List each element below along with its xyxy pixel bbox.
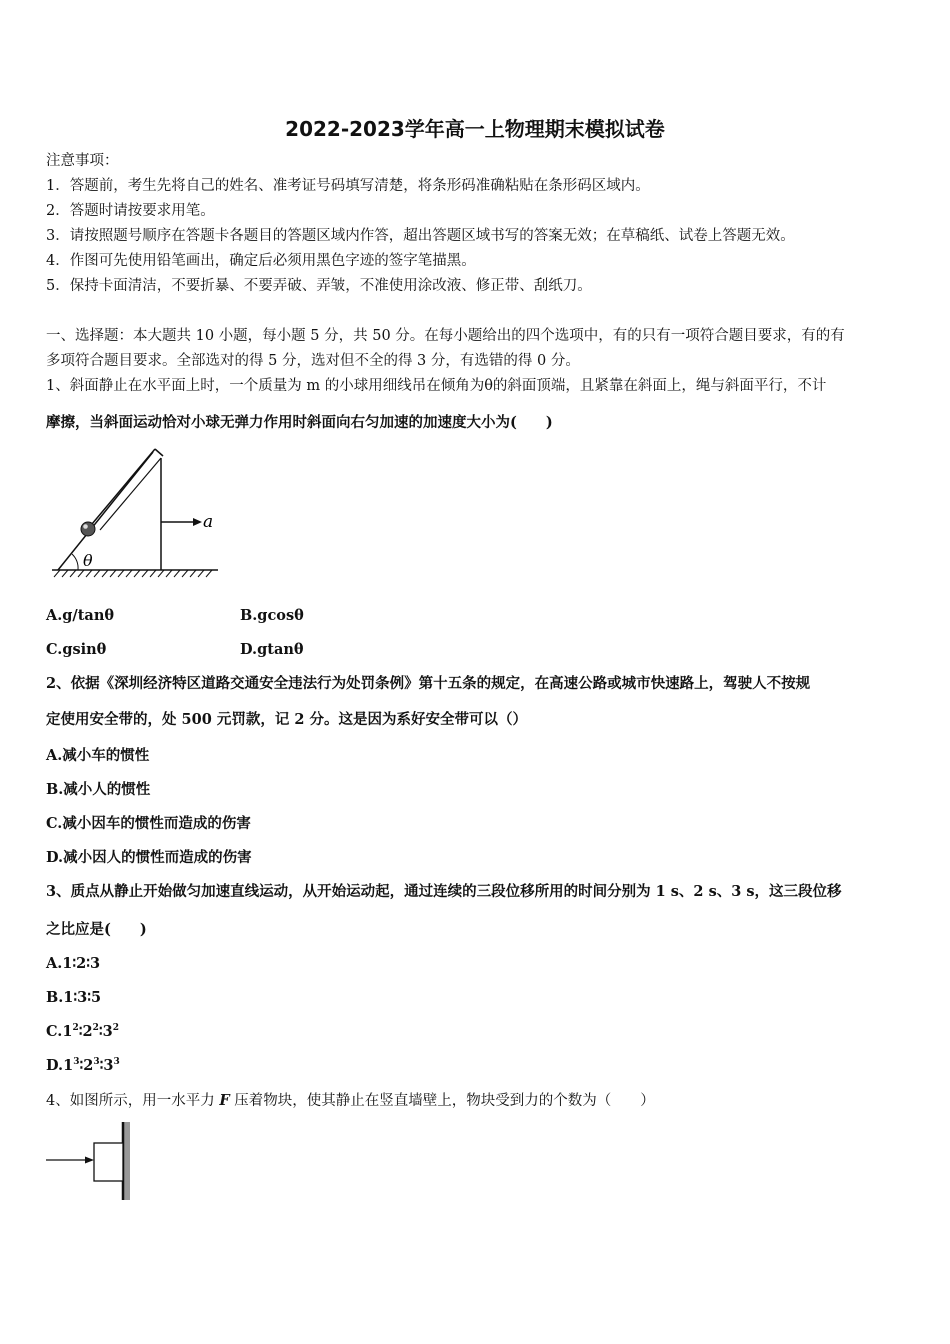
q3-option-a[interactable]: A.1∶2∶3: [46, 955, 101, 972]
notice-item-3: 3．请按照题号顺序在答题卡各题目的答题区域内作答，超出答题区域书写的答案无效；在草稿纸、试卷上答题无效。: [46, 228, 795, 244]
arrow-right-icon: [193, 518, 202, 526]
ball-shape: [81, 522, 95, 536]
q2-option-c[interactable]: C.减小因车的惯性而造成的伤害: [46, 815, 251, 832]
notice-item-5: 5．保持卡面清洁，不要折暴、不要弄破、弄皱，不准使用涂改液、修正带、刮纸刀。: [46, 278, 592, 294]
q1-option-a[interactable]: A.g/tanθ: [46, 607, 115, 624]
q2-stem-line-1: 2、依据《深圳经济特区道路交通安全违法行为处罚条例》第十五条的规定，在高速公路或城市快速路上，驾驶人不按规: [46, 675, 811, 692]
q1-stem-line-2: 摩擦，当斜面运动恰对小球无弹力作用时斜面向右匀加速的加速度大小为( ): [46, 414, 553, 431]
q3-option-d[interactable]: $D.1^3∶2^3∶3^3$: [46, 1057, 120, 1074]
q4-stem: 4、如图所示，用一水平力 F 压着物块，使其静止在竖直墙壁上，物块受到力的个数为（ ）: [46, 1092, 655, 1109]
notice-item-4: 4．作图可先使用铅笔画出，确定后必须用黑色字迹的签字笔描黑。: [46, 253, 476, 269]
q1-option-c[interactable]: C.gsinθ: [46, 641, 107, 658]
q1-stem-line-1: 1、斜面静止在水平面上时，一个质量为 m 的小球用细线吊在倾角为θ的斜面顶端，且紧靠在斜面上，绳与斜面平行，不计: [46, 378, 827, 394]
block-shape: [94, 1143, 123, 1181]
q2-option-d[interactable]: D.减小因人的惯性而造成的伤害: [46, 849, 252, 866]
q2-option-b[interactable]: B.减小人的惯性: [46, 781, 151, 798]
acceleration-label: a: [203, 512, 214, 532]
angle-label: θ: [83, 551, 93, 570]
q3-option-b[interactable]: B.1∶3∶5: [46, 989, 102, 1006]
arrow-right-icon: [85, 1157, 94, 1164]
section-heading-line-1: 一、选择题：本大题共 10 小题，每小题 5 分，共 50 分。在每小题给出的四个选项中，有的只有一项符合题目要求，有的有: [46, 328, 845, 344]
q3-stem-line-1: 3、质点从静止开始做匀加速直线运动，从开始运动起，通过连续的三段位移所用的时间分别为 1 s、2 s、3 s，这三段位移: [46, 883, 842, 900]
q2-stem-line-2: 定使用安全带的，处 500 元罚款，记 2 分。这是因为系好安全带可以（）: [46, 711, 528, 728]
q1-option-b[interactable]: B.gcosθ: [240, 607, 304, 624]
q4-wall-block-figure: [44, 1120, 139, 1204]
section-heading-line-2: 多项符合题目要求。全部选对的得 5 分，选对但不全的得 3 分，有选错的得 0 分。: [46, 353, 580, 369]
notice-item-1: 1．答题前，考生先将自己的姓名、准考证号码填写清楚，将条形码准确粘贴在条形码区域内。: [46, 178, 650, 194]
q1-option-d[interactable]: D.gtanθ: [240, 641, 304, 658]
page-title: 2022-2023学年高一上物理期末模拟试卷: [285, 117, 665, 141]
q3-option-c[interactable]: $C.1^2∶2^2∶3^2$: [46, 1023, 119, 1040]
q1-incline-figure: [48, 446, 223, 581]
q2-option-a[interactable]: A.减小车的惯性: [46, 747, 150, 764]
notice-heading: 注意事项：: [46, 153, 119, 169]
notice-item-2: 2．答题时请按要求用笔。: [46, 203, 215, 219]
q3-stem-line-2: 之比应是( ): [46, 921, 147, 938]
